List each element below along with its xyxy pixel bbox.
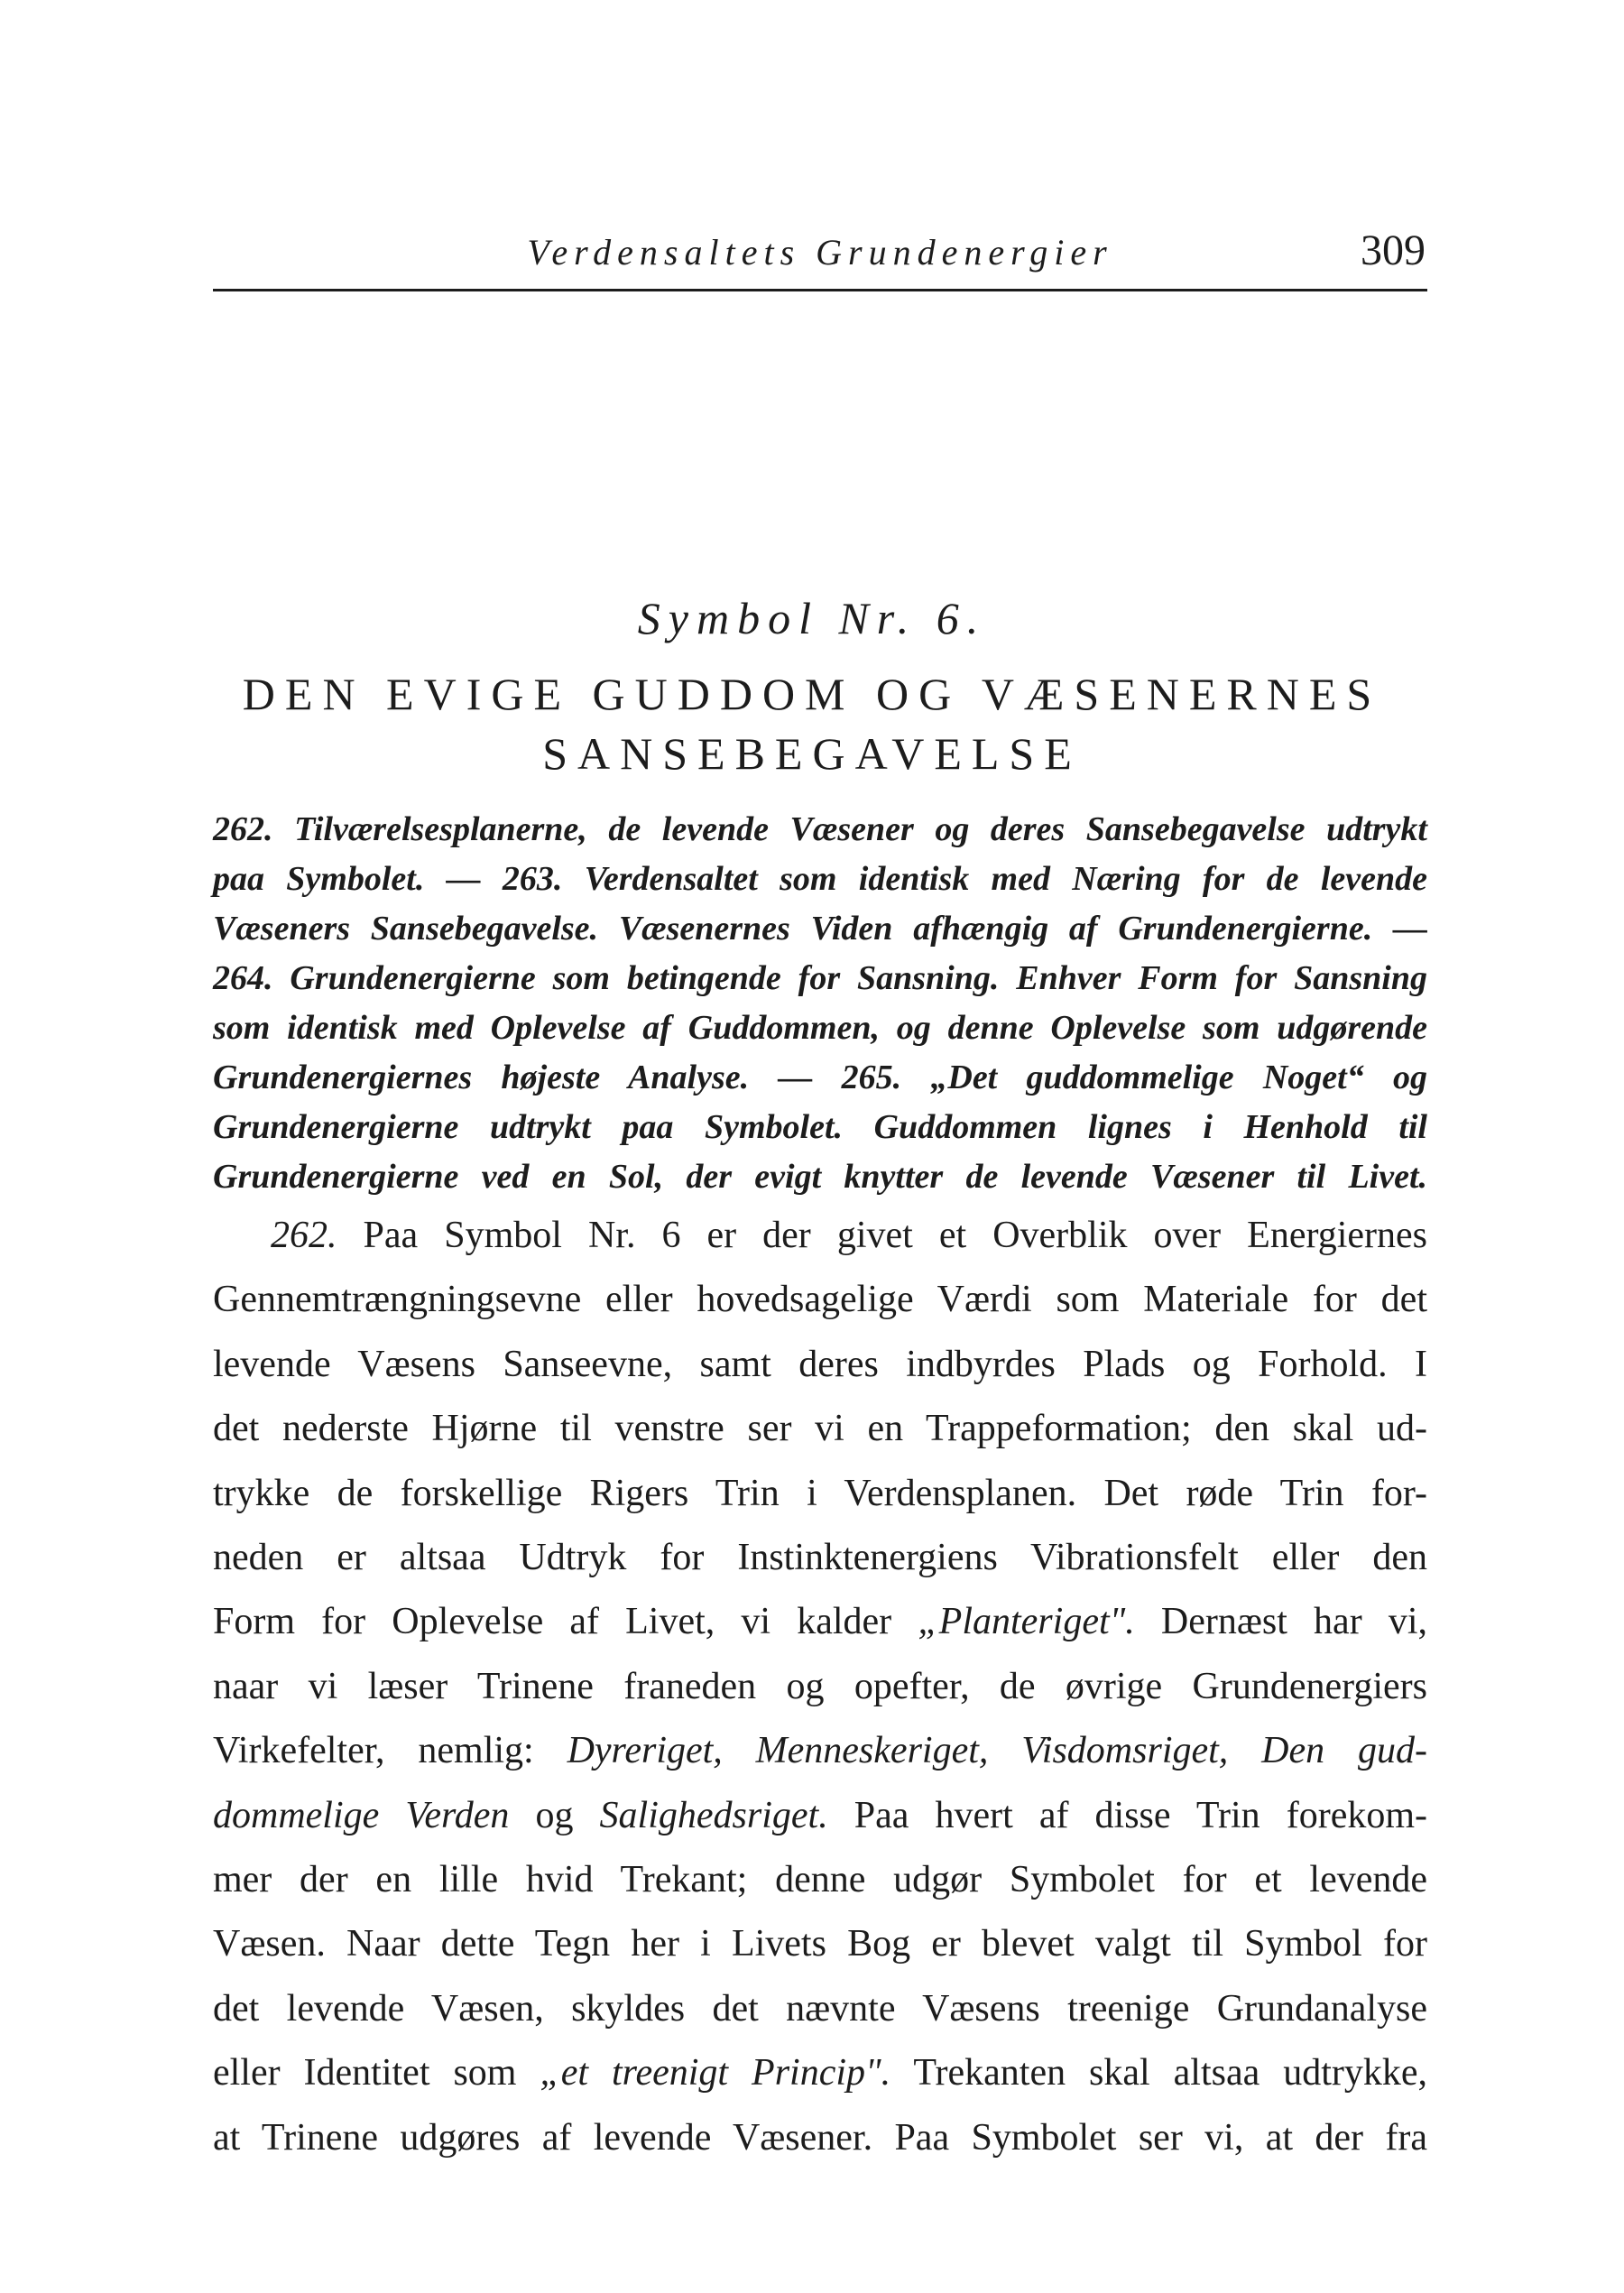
summary-line: Grundenergierne udtrykt paa Symbolet. Guddommen lignes i Henhold til (213, 1108, 1427, 1146)
chapter-summary (213, 805, 1427, 1202)
summary-line: Grundenergiernes højeste Analyse. — 265. „Det guddommelige Noget“ og (213, 1059, 1427, 1096)
body-line: neden er altsaa Udtryk for Instinktenergiens Vibrationsfelt eller den (213, 1537, 1427, 1579)
emphasis: dommelige Verden (213, 1794, 510, 1836)
section-number: 262. (271, 1215, 337, 1256)
body-line: trykke de forskellige Rigers Trin i Verdensplanen. Det røde Trin for- (213, 1472, 1427, 1514)
summary-line: som identisk med Oplevelse af Guddommen, og denne Oplevelse som udgørende (213, 1009, 1427, 1047)
summary-line: Væseners Sansebegavelse. Væsenernes Viden afhængig af Grundenergierne. — (213, 910, 1427, 948)
emphasis: Dyreriget, Menneskeriget, Visdomsriget, Den gud- (567, 1730, 1427, 1772)
running-header (213, 226, 1427, 291)
page-number: 309 (1361, 227, 1426, 274)
body-line: Virkefelter, nemlig: Dyreriget, Menneskeriget, Visdomsriget, Den gud- (213, 1730, 1427, 1772)
body-line: Gennemtrængningsevne eller hovedsagelige Værdi som Materiale for det (213, 1279, 1427, 1321)
body-line: at Trinene udgøres af levende Væsener. Paa Symbolet ser vi, at der fra (213, 2116, 1427, 2159)
chapter-title-line-1: DEN EVIGE GUDDOM OG VÆSENERNES (242, 669, 1382, 719)
body-line: eller Identitet som „et treenigt Princip". Trekanten skal altsaa udtrykke, (213, 2052, 1427, 2094)
body-line: Væsen. Naar dette Tegn her i Livets Bog er blevet valgt til Symbol for (213, 1923, 1427, 1965)
emphasis: „et treenigt Princip". (540, 2052, 891, 2094)
symbol-heading: Symbol Nr. 6. (637, 593, 987, 643)
emphasis: Salighedsriget. (599, 1794, 828, 1836)
running-title: Verdensaltets Grundenergier (527, 232, 1113, 273)
body-line: det levende Væsen, skyldes det nævnte Væsens treenige Grundanalyse (213, 1987, 1427, 2029)
summary-line: paa Symbolet. — 263. Verdensaltet som identisk med Næring for de levende (213, 860, 1427, 898)
body-line: 262. Paa Symbol Nr. 6 er der givet et Overblik over Energiernes (271, 1215, 1427, 1256)
body-line: det nederste Hjørne til venstre ser vi en Trappeformation; den skal ud- (213, 1408, 1427, 1450)
body-line: naar vi læser Trinene franeden og opefter, de øvrige Grundenergiers (213, 1665, 1427, 1707)
emphasis: „Planteriget". (918, 1601, 1135, 1643)
summary-line: 262. Tilværelsesplanerne, de levende Væsener og deres Sansebegavelse udtrykt (213, 810, 1427, 848)
body-paragraph (213, 1204, 1427, 2170)
body-line: levende Væsens Sanseevne, samt deres indbyrdes Plads og Forhold. I (213, 1343, 1427, 1385)
summary-line: 264. Grundenergierne som betingende for Sansning. Enhver Form for Sansning (213, 959, 1427, 997)
body-line: dommelige Verden og Salighedsriget. Paa hvert af disse Trin forekom- (213, 1794, 1427, 1836)
body-line: Form for Oplevelse af Livet, vi kalder „Planteriget". Dernæst har vi, (213, 1601, 1427, 1643)
summary-line: Grundenergierne ved en Sol, der evigt knytter de levende Væsener til Livet. (213, 1158, 1427, 1196)
chapter-title-line-2: SANSEBEGAVELSE (542, 728, 1082, 779)
body-line: mer der en lille hvid Trekant; denne udgør Symbolet for et levende (213, 1859, 1427, 1901)
